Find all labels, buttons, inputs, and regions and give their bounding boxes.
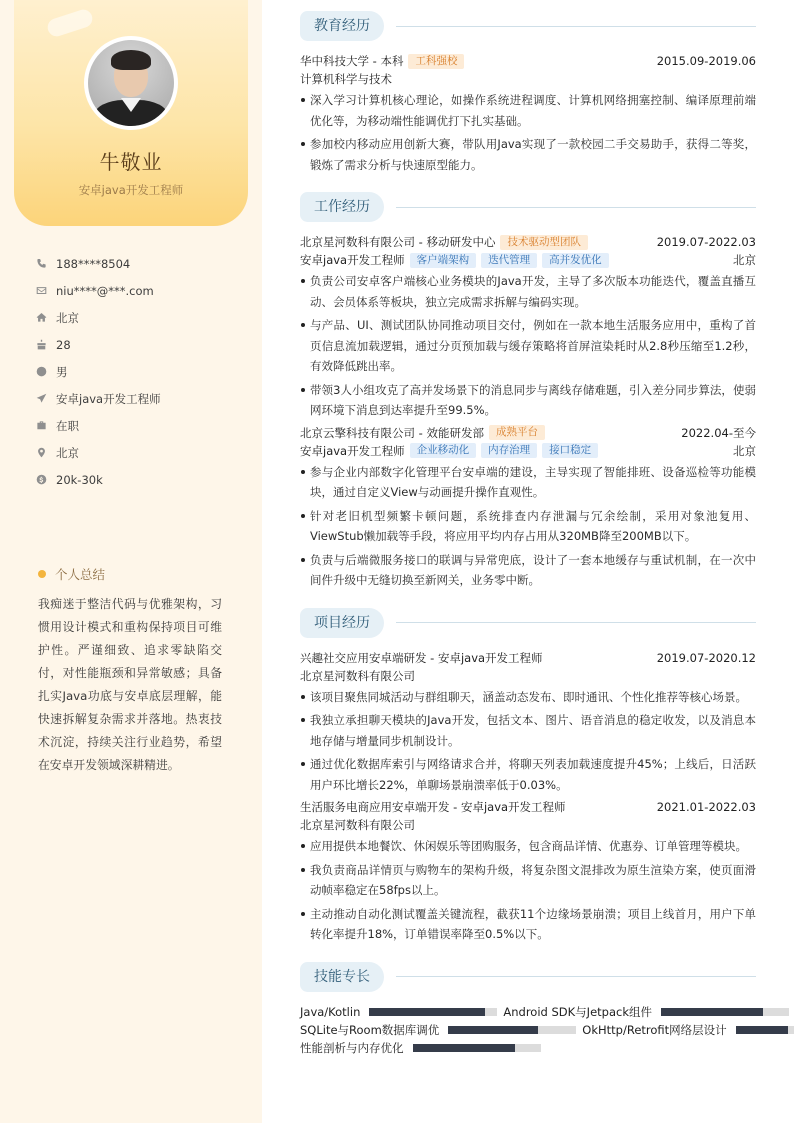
skill-name: 性能剖析与内存优化 [300, 1040, 404, 1055]
location-icon [36, 447, 56, 458]
avatar-hair [111, 50, 151, 70]
job-tag: 高并发优化 [542, 253, 609, 268]
summary-text: 我痴迷于整洁代码与优雅架构，习惯用设计模式和重构保持项目可维护性。严谨细致、追求零缺陷交付，对性能瓶颈和异常敏感；具备扎实Java功底与安卓底层理解，能快速拆解复杂需求并落地。热衷技术沉淀，持续关注行业趋势，希望在安卓开发领域深耕精进。 [38, 597, 222, 772]
skill-bar [369, 1008, 497, 1016]
job-tag: 迭代管理 [481, 253, 537, 268]
skill-bar-fill [413, 1044, 515, 1052]
list-item: 我负责商品详情页与购物车的架构升级，将复杂图文混排改为原生渲染方案，使页面滑动帧率稳定在58fps以上。 [300, 860, 756, 901]
skills-list [300, 1003, 756, 1057]
skill-bar [661, 1008, 789, 1016]
section-header [300, 10, 756, 42]
briefcase-icon [36, 420, 56, 431]
job-tag: 接口稳定 [542, 443, 598, 458]
bullet-dot-icon [38, 570, 46, 578]
list-item: 针对老旧机型频繁卡顿问题，系统排查内存泄漏与冗余绘制，采用对象池复用、ViewStub懒加载等手段，将应用平均内存占用从320MB降至200MB以下。 [300, 506, 756, 547]
list-item: 主动推动自动化测试覆盖关键流程，截获11个边缘场景崩溃；项目上线首月，用户下单转化率提升18%，订单错误率降至0.5%以下。 [300, 904, 756, 945]
project-bullets [300, 687, 756, 796]
list-item: 深入学习计算机核心理论，如操作系统进程调度、计算机网络拥塞控制、编译原理前端优化等，为移动端性能调优打下扎实基础。 [300, 90, 756, 131]
list-item: 该项目聚焦同城活动与群组聊天，涵盖动态发布、即时通讯、个性化推荐等核心场景。 [300, 687, 756, 708]
skill-bar-fill [736, 1026, 789, 1034]
job-tag: 企业移动化 [410, 443, 477, 458]
info-text: 北京 [56, 445, 79, 460]
skill-row [300, 1021, 756, 1039]
job-city: 北京 [733, 443, 756, 458]
education-section [300, 10, 756, 175]
education-date: 2015.09-2019.06 [656, 54, 756, 68]
send-icon [36, 393, 56, 404]
info-age [36, 331, 161, 358]
skill-bar [413, 1044, 541, 1052]
info-text: 北京 [56, 310, 79, 325]
project-company: 北京星河数科有限公司 [300, 668, 415, 683]
school-badge: 工科强校 [408, 54, 464, 69]
skill-name: SQLite与Room数据库调优 [300, 1022, 440, 1037]
job-tag: 内存治理 [481, 443, 537, 458]
info-salary [36, 466, 161, 493]
list-item: 应用提供本地餐饮、休闲娱乐等团购服务，包含商品详情、优惠券、订单管理等模块。 [300, 836, 756, 857]
skill-bar-fill [448, 1026, 538, 1034]
section-divider [396, 976, 756, 977]
candidate-name: 牛敬业 [99, 150, 163, 174]
section-header [300, 961, 756, 993]
project-bullets [300, 836, 756, 945]
salary-icon [36, 474, 56, 485]
home-icon [36, 312, 56, 323]
project-entry [300, 798, 756, 945]
job-city: 北京 [733, 253, 756, 267]
company-name: 北京星河数科有限公司 - 移动研发中心 [300, 235, 496, 249]
list-item: 参与企业内部数字化管理平台安卓端的建设，主导实现了智能排班、设备巡检等功能模块，通过自定义View与动画提升操作直观性。 [300, 462, 756, 503]
info-text: 20k-30k [56, 472, 103, 487]
company-name: 北京云擎科技有限公司 - 效能研发部 [300, 425, 484, 440]
mail-icon [36, 285, 56, 296]
info-text: niu****@***.com [56, 283, 154, 298]
info-position [36, 385, 161, 412]
contact-info-list [36, 250, 161, 493]
section-header [300, 607, 756, 639]
skill-row [300, 1039, 756, 1057]
education-bullets [300, 90, 756, 175]
project-name: 生活服务电商应用安卓端开发 - 安卓java开发工程师 [300, 800, 566, 814]
skill-row [300, 1003, 756, 1021]
info-text: 在职 [56, 418, 79, 433]
job-tag: 客户端架构 [410, 253, 477, 268]
candidate-title: 安卓java开发工程师 [78, 183, 184, 197]
info-text: 28 [56, 337, 71, 352]
project-company: 北京星河数科有限公司 [300, 818, 415, 832]
skill-bar [448, 1026, 576, 1034]
skill-name: Java/Kotlin [300, 1004, 361, 1019]
job-entry [300, 233, 756, 421]
section-divider [396, 622, 756, 623]
info-status [36, 412, 161, 439]
phone-icon [36, 258, 56, 269]
section-title: 技能专长 [300, 962, 384, 992]
project-entry [300, 649, 756, 796]
list-item: 带领3人小组攻克了高并发场景下的消息同步与离线存储难题，引入差分同步算法，使弱网环境下消息到达率提升至99.5%。 [300, 380, 756, 421]
skill-bar [736, 1026, 794, 1034]
skill-name: OkHttp/Retrofit网络层设计 [582, 1022, 727, 1037]
info-phone [36, 250, 161, 277]
project-header-row [300, 798, 756, 816]
project-date: 2019.07-2020.12 [656, 650, 756, 665]
section-title: 教育经历 [300, 11, 384, 41]
summary-heading [36, 565, 105, 583]
main-content [300, 10, 756, 1073]
education-major: 计算机科学与技术 [300, 72, 392, 86]
job-header-row [300, 233, 756, 251]
company-badge: 技术驱动型团队 [500, 235, 588, 250]
school-name: 华中科技大学 - 本科 [300, 54, 404, 68]
info-gender [36, 358, 161, 385]
skill-bar-fill [661, 1008, 763, 1016]
skill-item [300, 1005, 497, 1019]
list-item: 负责公司安卓客户端核心业务模块的Java开发，主导了多次版本功能迭代，覆盖直播互动、会员体系等板块，独立完成需求拆解与编码实现。 [300, 271, 756, 312]
sidebar [0, 0, 262, 1123]
decorative-pill [45, 7, 94, 38]
list-item: 与产品、UI、测试团队协同推动项目交付，例如在一款本地生活服务应用中，重构了首页信息流加载逻辑，通过分页预加载与缓存策略将首屏渲染耗时从2.8秒压缩至1.2秒，有效降低跳出率。 [300, 315, 756, 377]
info-text: 男 [56, 364, 68, 379]
job-date: 2022.04-至今 [681, 425, 756, 440]
avatar [88, 40, 174, 126]
list-item: 我独立承担聊天模块的Java开发，包括文本、图片、语音消息的稳定收发，以及消息本地存储与增量同步机制设计。 [300, 710, 756, 751]
education-header-row [300, 52, 756, 70]
section-title: 工作经历 [300, 192, 384, 222]
section-title: 项目经历 [300, 608, 384, 638]
info-text: 188****8504 [56, 256, 131, 271]
job-bullets [300, 271, 756, 421]
job-role: 安卓java开发工程师 [300, 443, 405, 458]
skills-section [300, 961, 756, 1057]
gender-icon [36, 366, 56, 377]
job-header-row [300, 424, 756, 442]
cake-icon [36, 339, 56, 350]
skill-item [582, 1022, 794, 1038]
info-city [36, 439, 161, 466]
summary-heading-text: 个人总结 [55, 567, 106, 582]
work-section [300, 191, 756, 591]
job-entry [300, 424, 756, 591]
section-divider [396, 207, 756, 208]
skill-item [503, 1004, 789, 1020]
project-date: 2021.01-2022.03 [656, 800, 756, 814]
info-residence [36, 304, 161, 331]
skill-item [300, 1040, 541, 1056]
skill-bar-fill [369, 1008, 484, 1016]
info-text: 安卓java开发工程师 [56, 391, 161, 406]
job-date: 2019.07-2022.03 [656, 235, 756, 249]
skill-name: Android SDK与Jetpack组件 [503, 1004, 652, 1019]
section-header [300, 191, 756, 223]
projects-section [300, 607, 756, 945]
job-role-row [300, 442, 756, 460]
company-badge: 成熟平台 [489, 425, 545, 440]
project-name: 兴趣社交应用安卓端研发 - 安卓java开发工程师 [300, 650, 543, 665]
list-item: 负责与后端微服务接口的联调与异常兜底，设计了一套本地缓存与重试机制，在一次中间件升级中无缝切换至新网关，业务零中断。 [300, 550, 756, 591]
list-item: 通过优化数据库索引与网络请求合并，将聊天列表加载速度提升45%；上线后，日活跃用户环比增长22%，单聊场景崩溃率低于0.03%。 [300, 754, 756, 795]
info-email [36, 277, 161, 304]
job-role-row [300, 251, 756, 269]
job-bullets [300, 462, 756, 591]
skill-item [300, 1022, 576, 1038]
list-item: 参加校内移动应用创新大赛，带队用Java实现了一款校园二手交易助手，获得二等奖，锻炼了需求分析与快速原型能力。 [300, 134, 756, 175]
section-divider [396, 26, 756, 27]
job-role: 安卓java开发工程师 [300, 253, 405, 267]
project-header-row [300, 649, 756, 667]
